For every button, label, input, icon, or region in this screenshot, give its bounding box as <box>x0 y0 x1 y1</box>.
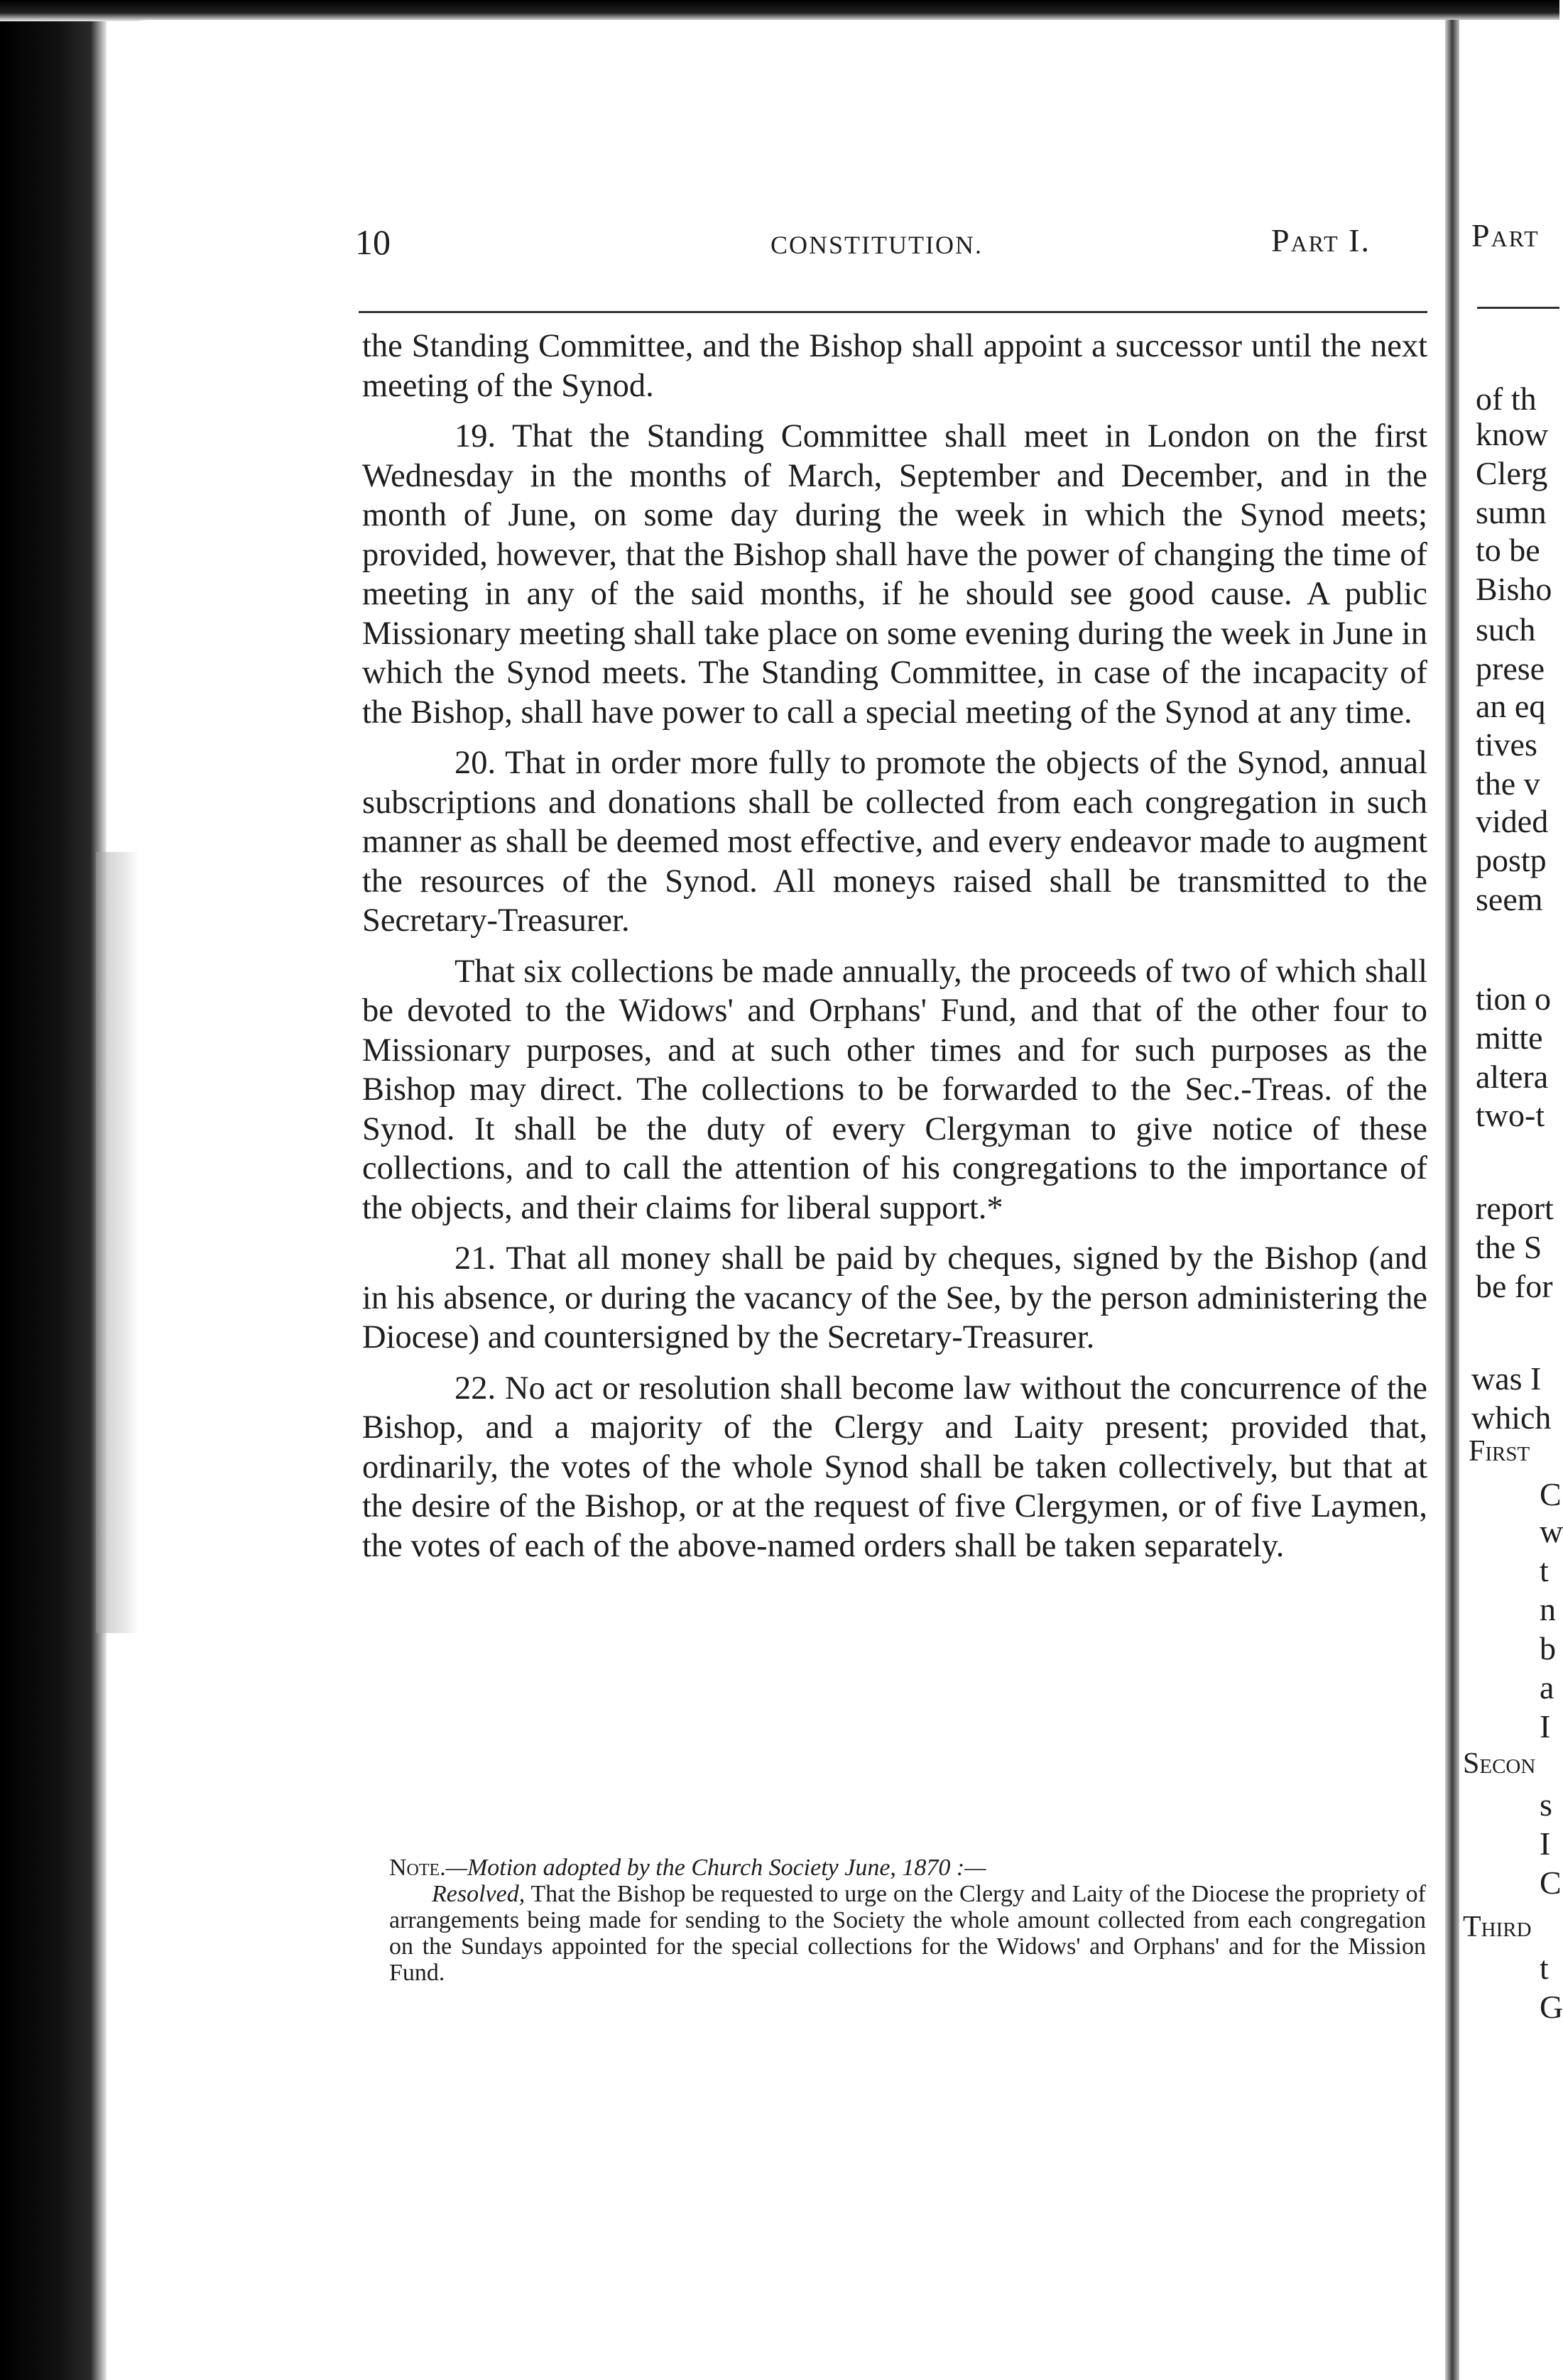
right-page-fragment: C <box>1540 1476 1562 1512</box>
right-page-fragment: know <box>1476 416 1549 452</box>
right-page-fragment: I <box>1540 1825 1551 1862</box>
paragraph-19: 19. That the Standing Committee shall meet in London on the first Wednesday in the months of March, September and December, and in the month of June, on some day during the week in which the Synod meets; provided, however, that the Bishop shall have the power of changing the time of meeting in any of the said months, if he should see good cause. A public Missionary meeting shall take place on some evening during the week in June in which the Synod meets. The Standing Committee, in case of the incapacity of the Bishop, shall have power to call a special meeting of the Synod at any time. <box>362 418 1427 731</box>
right-page-fragment: which <box>1471 1399 1552 1436</box>
right-page-fragment: was I <box>1471 1360 1542 1397</box>
footnote-label: Note. <box>389 1855 446 1881</box>
paragraph-21: 21. That all money shall be paid by cheques, signed by the Bishop (and in his absence, or during the vacancy of the See, by the person administering the Diocese) and countersigned by the Secretary-Treasurer. <box>362 1240 1427 1355</box>
header-rule <box>359 311 1427 313</box>
right-page-fragment: Third <box>1463 1911 1532 1943</box>
paragraph-continuation: the Standing Committee, and the Bishop shall appoint a successor until the next meeting of the Synod. <box>362 328 1427 404</box>
footnote-resolved: Resolved, <box>432 1881 525 1907</box>
right-page-fragment: such <box>1476 611 1536 648</box>
right-page-fragment: report <box>1476 1190 1554 1226</box>
right-page-fragment: Bisho <box>1476 571 1552 607</box>
right-page-fragment: n <box>1540 1591 1556 1627</box>
right-page-fragment: First <box>1469 1435 1530 1468</box>
right-page-fragment: altera <box>1476 1059 1549 1095</box>
right-page-fragment: two-t <box>1476 1097 1545 1133</box>
right-page-fragment: the v <box>1476 765 1540 802</box>
right-page-fragment: t <box>1540 1950 1549 1986</box>
right-page-fragment: vided <box>1476 803 1549 839</box>
right-page-fragment: be for <box>1476 1268 1553 1304</box>
scan-top-shadow <box>0 0 1559 21</box>
right-page-fragment: seem <box>1476 881 1543 917</box>
footnote-body <box>389 1881 1426 1986</box>
running-title: CONSTITUTION. <box>770 231 983 259</box>
running-head <box>355 222 1442 264</box>
page-edge-stain <box>96 852 138 1633</box>
right-page-fragment: mitte <box>1476 1020 1543 1056</box>
part-label: Part I. <box>1271 222 1371 258</box>
right-page-fragment: Clerg <box>1476 455 1548 491</box>
right-running-head: Part <box>1471 217 1540 253</box>
right-page-fragment: of th <box>1476 381 1537 417</box>
right-page-fragment: t <box>1540 1552 1549 1588</box>
right-page-fragment: tives <box>1476 726 1537 763</box>
footnote-text: That the Bishop be requested to urge on the Clergy and Laity of the Diocese the propriety of arrangements being made for sending to the Society the whole amount collected from each congregation on the Sundays appointed for the special collections for the Widows' and Orphans' and for the Mission Fund. <box>389 1881 1426 1986</box>
paragraph-22: 22. No act or resolution shall become law without the concurrence of the Bishop, and a majority of the Clergy and Laity present; provided that, ordinarily, the votes of the whole Synod shall be taken collectively, but that at the desire of the Bishop, or at the request of five Clergymen, or of five Laymen, the votes of each of the above-named orders shall be taken separately. <box>362 1370 1427 1564</box>
right-page-fragment: a <box>1540 1669 1554 1705</box>
right-page-fragment: w <box>1540 1513 1563 1549</box>
right-page-fragment: the S <box>1476 1229 1542 1265</box>
right-page-fragment: G <box>1540 1989 1563 2025</box>
footnote-heading <box>389 1855 1426 1881</box>
page-number: 10 <box>355 222 391 262</box>
body-text <box>362 327 1427 1566</box>
right-page-fragment: prese <box>1476 650 1545 687</box>
right-page-fragment: an eq <box>1476 688 1546 724</box>
scan-left-shadow <box>0 0 107 2380</box>
right-header-rule <box>1477 307 1559 309</box>
right-page-fragment: b <box>1540 1630 1556 1666</box>
footnote-title: —Motion adopted by the Church Society June, 1870 :— <box>445 1855 986 1881</box>
right-page-fragment: sumn <box>1476 494 1547 530</box>
right-page-fragment: I <box>1540 1708 1551 1745</box>
paragraph-collections: That six collections be made annually, the proceeds of two of which shall be devoted to the Widows' and Orphans' Fund, and that of the other four to Missionary purposes, and at such other times and for such purposes as the Bishop may direct. The collections to be forwarded to the Sec.-Treas. of the Synod. It shall be the duty of every Clergyman to give notice of these collections, and to call the attention of his congregations to the importance of the objects, and their claims for liberal support.* <box>362 953 1427 1226</box>
right-page-fragment: C <box>1540 1865 1562 1901</box>
right-page-fragment: s <box>1540 1786 1552 1823</box>
footnote <box>389 1855 1426 1986</box>
right-page-fragment: postp <box>1476 842 1547 878</box>
book-gutter <box>1445 20 1459 2380</box>
paragraph-20: 20. That in order more fully to promote the objects of the Synod, annual subscriptions and donations shall be collected from each congregation in such manner as shall be deemed most effective, and every endeavor made to augment the resources of the Synod. All moneys raised shall be transmitted to the Secretary-Treasurer. <box>362 745 1427 939</box>
right-page-fragment: tion o <box>1476 981 1552 1017</box>
right-page-fragment: to be <box>1476 532 1540 568</box>
right-page-fragment: Secon <box>1463 1747 1536 1780</box>
